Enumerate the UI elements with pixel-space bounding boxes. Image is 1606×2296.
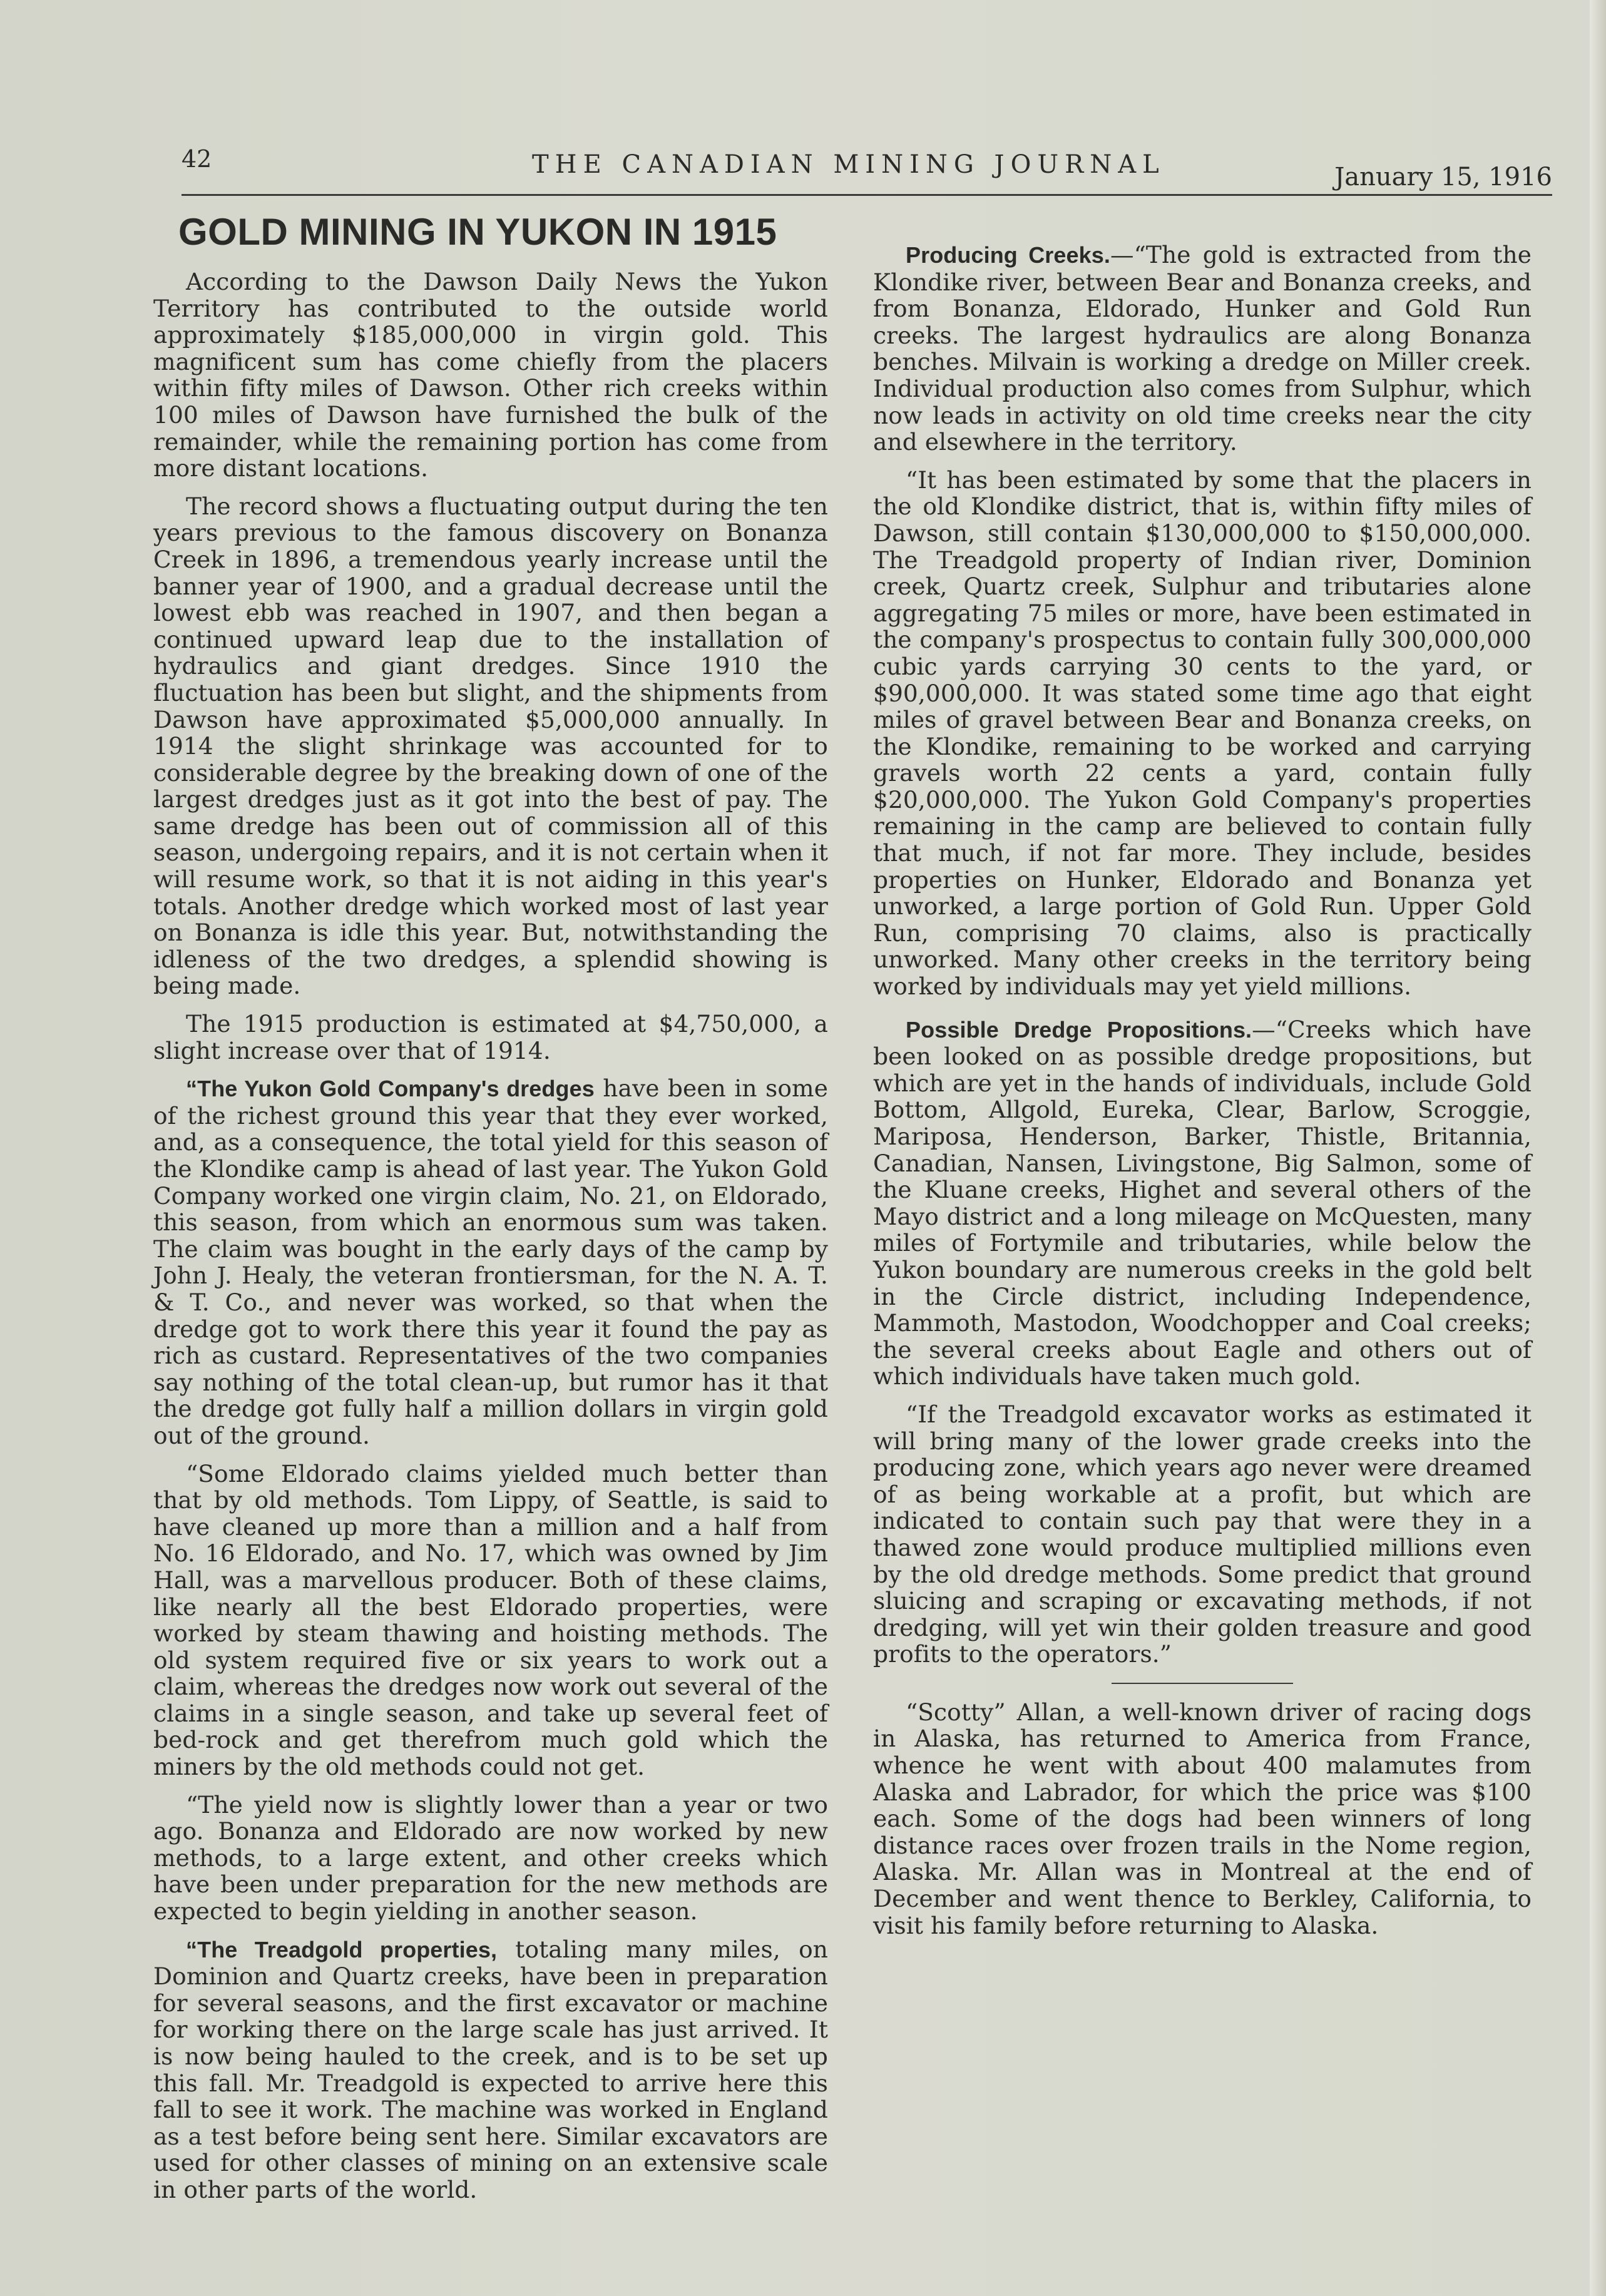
section-heading: Possible Dredge Propositions. xyxy=(906,1016,1252,1043)
paragraph: “It has been estimated by some that the placers in the old Klondike district, that is, within fifty miles of Dawson, still contain $130,000,000 to $150,000,000. The Treadgold property of Indian river, Dominion creek, Quartz creek, Sulphur and tributaries alone aggregating 75 miles or more, have been estimated in the company's prospectus to contain fully 300,000,000 cubic yards carrying 30 cents to the yard, or $90,000,000. It was stated some time ago that eight miles of gravel between Bear and Bonanza creeks, on the Klondike, remaining to be worked and carrying gravels worth 22 cents a yard, contain fully $20,000,000. The Yukon Gold Company's properties remaining in the camp are believed to contain fully that much, if not far more. They include, besides properties on Hunker, Eldorado and Bonanza yet unworked, a large portion of Gold Run. Upper Gold Run, comprising 70 claims, also is practically unworked. Many other creeks in the territory being worked by individuals may yet yield millions. xyxy=(873,466,1532,1001)
news-note: “Scotty” Allan, a well-known driver of racing dogs in Alaska, has returned to America from France, whence he went with about 400 malamutes from Alaska and Labrador, for which the price was $100 each. Some of the dogs had been winners of long distance races over frozen trails in the Nome region, Alaska. Mr. Allan was in Montreal at the end of December and went thence to Berkley, California, to visit his family before returning to Alaska. xyxy=(873,1698,1532,1939)
paragraph-body: have been in some of the richest ground this year that they ever worked, and, as a consequence, the total yield for this season of the Klondike camp is ahead of last year. The Yukon Gold Company worked one virgin claim, No. 21, on Eldorado, this season, from which an enormous sum was taken. The claim was bought in the early days of the camp by John J. Healy, the veteran frontiersman, for the N. A. T. & T. Co., and never was worked, so that when the dredge got to work there this year it found the pay as rich as custard. Representatives of the two companies say nothing of the total clean-up, but rumor has it that the dredge got fully half a million dollars in virgin gold out of the ground. xyxy=(153,1074,828,1449)
issue-date: January 15, 1916 xyxy=(1334,163,1552,191)
paragraph: The record shows a fluctuating output during the ten years previous to the famous discovery on Bonanza Creek in 1896, a tremendous yearly increase until the banner year of 1900, and a gradual decrease until the lowest ebb was reached in 1907, and then began a continued upward leap due to the installation of hydraulics and giant dredges. Since 1910 the fluctuation has been but slight, and the shipments from Dawson have approximated $5,000,000 annually. In 1914 the slight shrinkage was accounted for to considerable degree by the breaking down of one of the largest dredges just as it got into the best of pay. The same dredge has been out of commission all of this season, undergoing repairs, and it is not certain when it will resume work, so that it is not aiding in this year's totals. Another dredge which worked most of last year on Bonanza is idle this year. But, notwithstanding the idleness of the two dredges, a splendid showing is being made. xyxy=(153,492,828,1000)
paragraph: “Some Eldorado claims yielded much better than that by old methods. Tom Lippy, of Seattle, is said to have cleaned up more than a million and a half from No. 16 Eldorado, and No. 17, which was owned by Jim Hall, was a marvellous producer. Both of these claims, like nearly all the best Eldorado properties, were worked by steam thawing and hoisting methods. The old system required five or six years to work out a claim, whereas the dredges now work out several of the claims in a single season, and take up several feet of bed-rock and get therefrom much gold which the miners by the old methods could not get. xyxy=(153,1459,828,1781)
paragraph xyxy=(873,1016,1532,1390)
journal-title: THE CANADIAN MINING JOURNAL xyxy=(532,150,1165,179)
paragraph: “If the Treadgold excavator works as estimated it will bring many of the lower grade creeks into the producing zone, which years ago never were dreamed of as being workable at a profit, but which are indicated to contain such pay that were they in a thawed zone would produce multiplied millions even by the old dredge methods. Some predict that ground sluicing and scraping or excavating methods, if not dredging, will yet win their golden treasure and good profits to the operators.” xyxy=(873,1400,1532,1668)
paragraph-lead: “The Yukon Gold Company's dredges xyxy=(186,1076,595,1102)
running-header xyxy=(182,138,1552,196)
article-title: GOLD MINING IN YUKON IN 1915 xyxy=(178,211,777,253)
paragraph-lead: “The Treadgold properties, xyxy=(186,1936,498,1962)
left-column xyxy=(153,210,828,2215)
paragraph: “The yield now is slightly lower than a year or two ago. Bonanza and Eldorado are now worked by new methods, to a large extent, and other creeks which have been under preparation for the new methods are expected to begin yielding in another season. xyxy=(153,1790,828,1926)
divider-rule xyxy=(1112,1683,1293,1684)
paragraph-body: —“The gold is extracted from the Klondike river, between Bear and Bonanza creeks, and from Bonanza, Eldorado, Hunker and Gold Run creeks. The largest hydraulics are along Bonanza benches. Milvain is working a dredge on Miller creek. Individual production also comes from Sulphur, which now leads in activity on old time creeks near the city and elsewhere in the territory. xyxy=(873,241,1532,456)
paragraph-body: —“Creeks which have been looked on as possible dredge propositions, but which are yet in the hands of individuals, include Gold Bottom, Allgold, Eureka, Clear, Barlow, Scroggie, Mariposa, Henderson, Barker, Thistle, Britannia, Canadian, Nansen, Livingstone, Big Salmon, some of the Kluane creeks, Highet and several others of the Mayo district and a long mileage on McQuesten, many miles of Fortymile and tributaries, while below the Yukon boundary are numerous creeks in the gold belt in the Circle district, including Independence, Mammoth, Mastodon, Woodchopper and Coal creeks; the several creeks about Eagle and others out of which individuals have taken much gold. xyxy=(873,1015,1532,1390)
paragraph xyxy=(153,1075,828,1449)
right-column xyxy=(873,225,1532,1950)
paragraph: The 1915 production is estimated at $4,750,000, a slight increase over that of 1914. xyxy=(153,1010,828,1064)
paragraph: According to the Dawson Daily News the Yukon Territory has contributed to the outside world approximately $185,000,000 in virgin gold. This magnificent sum has come chiefly from the placers within fifty miles of Dawson. Other rich creeks within 100 miles of Dawson have furnished the bulk of the remainder, while the remaining portion has come from more distant locations. xyxy=(153,268,828,482)
paragraph xyxy=(873,242,1532,456)
paragraph-body: totaling many miles, on Dominion and Quartz creeks, have been in preparation for several seasons, and the first excavator or machine for working there on the large scale has just arrived. It is now being hauled to the creek, and is to be set up this fall. Mr. Treadgold is expected to arrive here this fall to see it work. The machine was worked in England as a test before being sent here. Similar excavators are used for other classes of mining on an extensive scale in other parts of the world. xyxy=(153,1935,828,2203)
page-number: 42 xyxy=(182,145,212,173)
section-heading: Producing Creeks. xyxy=(906,242,1110,268)
page-gutter xyxy=(1590,0,1606,2296)
paragraph xyxy=(153,1936,828,2203)
